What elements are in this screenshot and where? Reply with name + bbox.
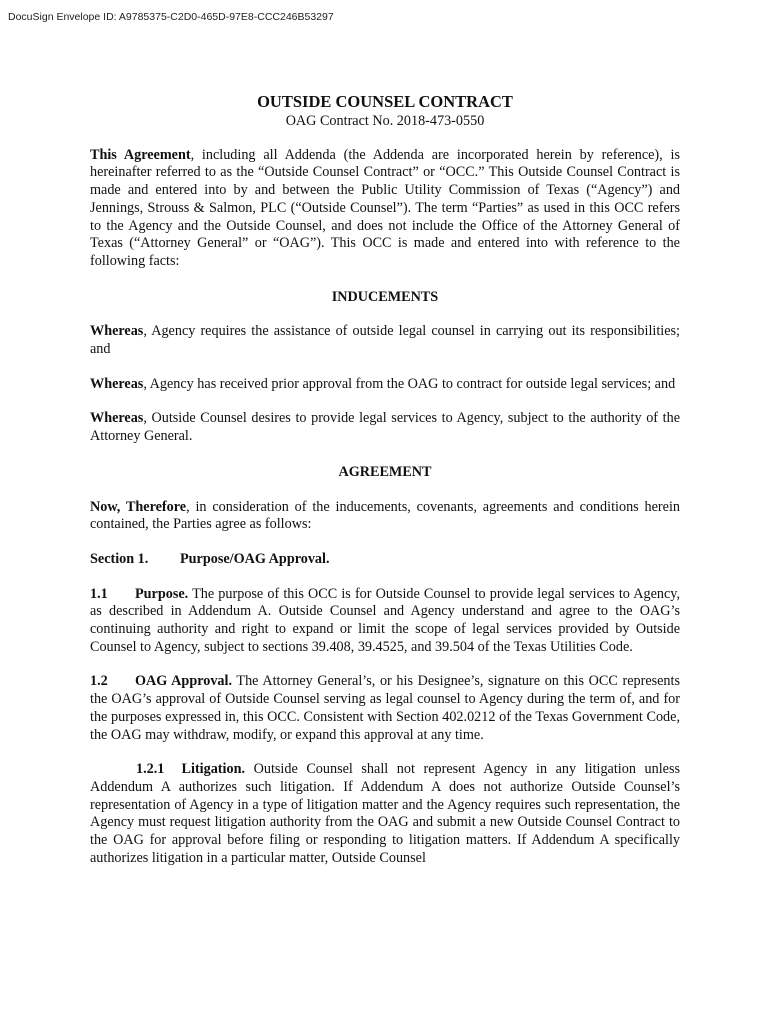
whereas-lead: Whereas <box>90 375 144 392</box>
whereas-paragraph <box>90 376 680 394</box>
clause-heading: OAG Approval. <box>135 673 233 690</box>
whereas-paragraph <box>90 410 680 445</box>
whereas-lead: Whereas <box>90 410 144 427</box>
intro-text: , including all Addenda (the Addenda are incorporated herein by reference), is hereinafter referred to as the “Outside Counsel Contract” or “OCC.” This Outside Counsel Contract is made and entered into by and between the Public Utility Commission of Texas (“Agency”) and Jennings, Strouss & Salmon, PLC (“Outside Counsel”). The term “Parties” as used in this OCC refers to the Agency and the Outside Counsel, and does not include the Office of the Attorney General of Texas (“Attorney General” or “OAG”). This OCC is made and entered into with reference to the following facts: <box>90 146 680 269</box>
clause-number: 1.2 <box>90 673 108 690</box>
agreement-heading: AGREEMENT <box>338 463 432 480</box>
subclause-number: 1.2.1 <box>136 761 165 778</box>
now-therefore-text: , in consideration of the inducements, covenants, agreements and conditions herein contained, the Parties agree as follows: <box>90 498 680 533</box>
whereas-text: , Agency has received prior approval from the OAG to contract for outside legal services; and <box>143 375 676 392</box>
clause-text: The Attorney General’s, or his Designee’s, signature on this OCC represents the OAG’s approval of Outside Counsel serving as legal counsel to Agency during the term of, and for the purposes expressed in, this OCC. Consistent with Section 402.0212 of the Texas Government Code, the OAG may withdraw, modify, or expand this approval at any time. <box>90 673 680 743</box>
intro-paragraph <box>90 147 680 271</box>
clause-text: The purpose of this OCC is for Outside Counsel to provide legal services to Agency, as described in Addendum A. Outside Counsel and Agency understand and agree to the OAG’s continuing authority and right to expand or limit the scope of legal services provided by Outside Counsel to Agency, subject to sections 39.408, 39.4525, and 39.504 of the Texas Utilities Code. <box>90 585 680 655</box>
clause-number: 1.1 <box>90 585 108 602</box>
now-therefore-lead: Now, Therefore <box>90 498 187 515</box>
clause-1-1 <box>90 586 680 657</box>
clause-heading: Purpose. <box>135 585 189 602</box>
subclause-heading: Litigation. <box>181 761 246 778</box>
clause-1-2 <box>90 673 680 744</box>
whereas-text: , Outside Counsel desires to provide legal services to Agency, subject to the authority of the Attorney General. <box>90 410 680 445</box>
section-number: Section 1. <box>90 550 149 567</box>
intro-lead: This Agreement <box>90 146 191 163</box>
docusign-envelope-id: DocuSign Envelope ID: A9785375-C2D0-465D-97E8-CCC246B53297 <box>8 11 334 23</box>
whereas-text: , Agency requires the assistance of outside legal counsel in carrying out its responsibilities; and <box>90 323 680 358</box>
subclause-text: Outside Counsel shall not represent Agency in any litigation unless Addendum A authorizes such litigation. If Addendum A does not authorize Outside Counsel’s representation of Agency in a type of litigation matter and the Agency requires such representation, the Agency must request litigation authority from the OAG and submit a new Outside Counsel Contract to the OAG for approval before filing or responding to litigation matters. If Addendum A specifically authorizes litigation in a particular matter, Outside Counsel <box>90 761 680 866</box>
section-1-heading <box>90 551 680 569</box>
whereas-paragraph <box>90 323 680 358</box>
section-title: Purpose/OAG Approval. <box>180 550 330 567</box>
whereas-lead: Whereas <box>90 323 144 340</box>
document-title: OUTSIDE COUNSEL CONTRACT <box>257 92 513 111</box>
clause-1-2-1 <box>90 761 680 867</box>
contract-number: OAG Contract No. 2018-473-0550 <box>285 113 485 129</box>
document-page <box>90 92 680 868</box>
inducements-heading: INDUCEMENTS <box>331 288 439 305</box>
now-therefore-paragraph <box>90 499 680 534</box>
